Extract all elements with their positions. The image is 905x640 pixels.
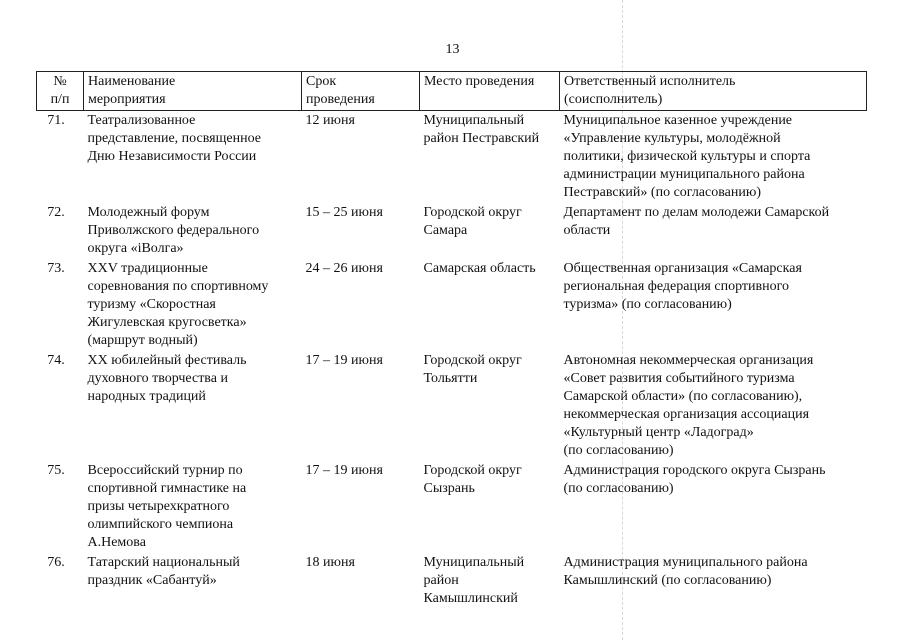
row-date: 24 – 26 июня bbox=[305, 261, 383, 276]
row-responsible: Департамент по делам молодежи Самарской области bbox=[563, 205, 830, 238]
header-date: Срок проведения bbox=[302, 72, 420, 111]
table-row bbox=[37, 461, 867, 553]
row-date: 17 – 19 июня bbox=[305, 353, 383, 368]
header-event-name: Наименование мероприятия bbox=[84, 72, 302, 111]
row-responsible: Администрация городского округа Сызрань (по согласованию) bbox=[563, 463, 826, 496]
row-place: Городской округ Сызрань bbox=[423, 463, 522, 496]
table-row bbox=[37, 111, 867, 204]
header-place: Место проведения bbox=[420, 72, 560, 111]
row-event-name: Всероссийский турнир по спортивной гимнастике на призы четырехкратного олимпийского чемпиона А.Немова bbox=[87, 463, 247, 550]
row-place: Городской округ Тольятти bbox=[423, 353, 522, 386]
row-number: 74. bbox=[47, 353, 65, 368]
row-number: 71. bbox=[47, 113, 65, 128]
row-event-name: XX юбилейный фестиваль духовного творчества и народных традиций bbox=[87, 353, 247, 404]
row-date: 15 – 25 июня bbox=[305, 205, 383, 220]
row-responsible: Муниципальное казенное учреждение «Управление культуры, молодёжной политики, физической культуры и спорта администрации муниципального района Пестравский» (по согласованию) bbox=[563, 113, 811, 200]
row-event-name: Театрализованное представление, посвященное Дню Независимости России bbox=[87, 113, 261, 164]
row-date: 12 июня bbox=[305, 113, 355, 128]
table-row bbox=[37, 259, 867, 351]
table-row bbox=[37, 351, 867, 461]
row-place: Самарская область bbox=[423, 261, 536, 276]
header-responsible: Ответственный исполнитель (соисполнитель) bbox=[560, 72, 867, 111]
row-number: 76. bbox=[47, 555, 65, 570]
row-responsible: Автономная некоммерческая организация «Совет развития событийного туризма Самарской области» (по согласованию), некоммерческая организация ассоциация «Культурный центр «Ладоград» (по согласованию) bbox=[563, 353, 814, 458]
table-row bbox=[37, 553, 867, 609]
row-number: 73. bbox=[47, 261, 65, 276]
row-event-name: XXV традиционные соревнования по спортивному туризму «Скоростная Жигулевская кругосветка» (маршрут водный) bbox=[87, 261, 269, 348]
row-date: 17 – 19 июня bbox=[305, 463, 383, 478]
row-number: 75. bbox=[47, 463, 65, 478]
table-header-row bbox=[37, 72, 867, 111]
page-number: 13 bbox=[445, 42, 460, 57]
row-event-name: Молодежный форум Приволжского федерального округа «iВолга» bbox=[87, 205, 260, 256]
row-responsible: Общественная организация «Самарская региональная федерация спортивного туризма» (по согласованию) bbox=[563, 261, 802, 312]
row-place: Муниципальный район Камышлинский bbox=[423, 555, 525, 606]
events-table bbox=[36, 71, 867, 609]
row-event-name: Татарский национальный праздник «Сабантуй» bbox=[87, 555, 240, 588]
row-number: 72. bbox=[47, 205, 65, 220]
row-place: Городской округ Самара bbox=[423, 205, 522, 238]
row-date: 18 июня bbox=[305, 555, 355, 570]
row-responsible: Администрация муниципального района Камышлинский (по согласованию) bbox=[563, 555, 808, 588]
table-row bbox=[37, 203, 867, 259]
row-place: Муниципальный район Пестравский bbox=[423, 113, 540, 146]
header-number: № п/п bbox=[37, 72, 84, 111]
